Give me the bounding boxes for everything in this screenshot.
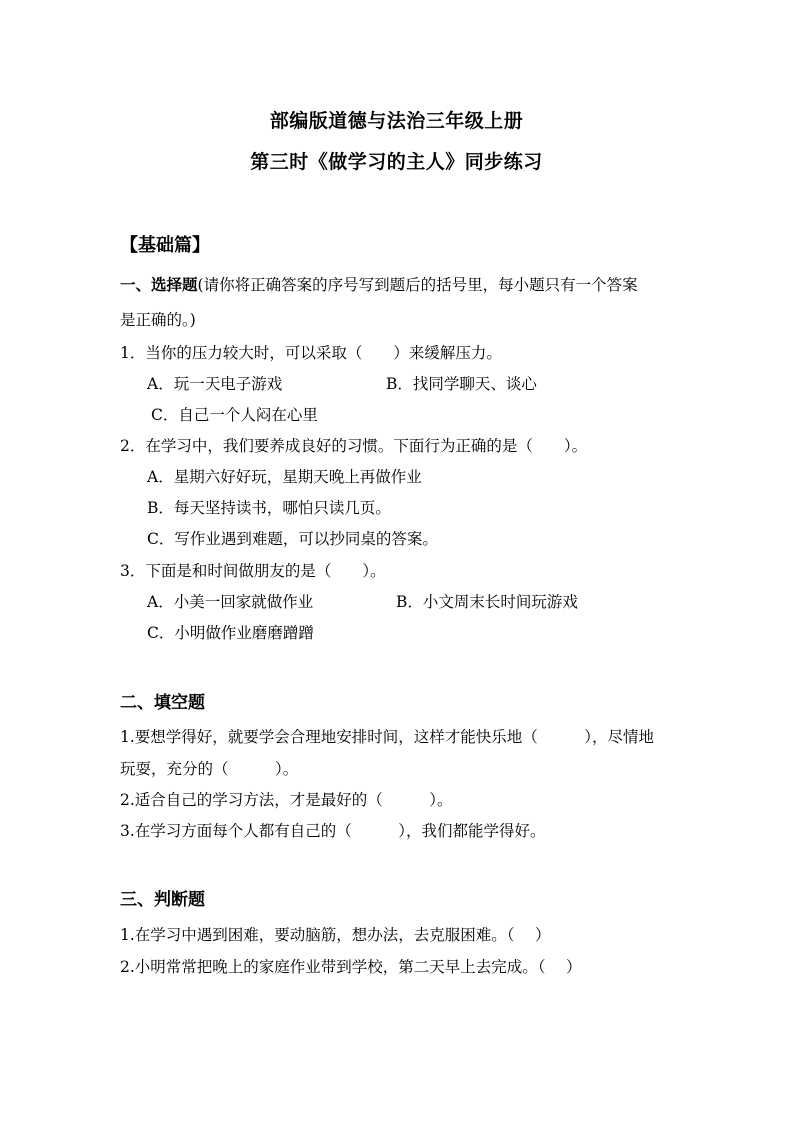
question-2-option-a: A．星期六好好玩，星期天晚上再做作业	[147, 468, 422, 486]
lesson-subtitle: 第三时《做学习的主人》同步练习	[250, 151, 543, 173]
question-1-option-a: A．玩一天电子游戏	[147, 375, 283, 393]
fill-blank-3: 3.在学习方面每个人都有自己的（ ），我们都能学得好。	[120, 822, 546, 840]
question-1-option-c: C．自己一个人闷在心里	[151, 406, 318, 424]
question-2-stem: 2．在学习中，我们要养成良好的习惯。下面行为正确的是（ ）。	[120, 437, 588, 455]
basic-section-heading: 【基础篇】	[120, 235, 210, 256]
fill-blank-1-line2: 玩耍，充分的（ ）。	[120, 760, 299, 778]
question-2-option-b: B．每天坚持读书，哪怕只读几页。	[147, 499, 391, 517]
choice-instruction: (请你将正确答案的序号写到题后的括号里，每小题只有一个答案	[197, 276, 638, 294]
true-false-section-heading: 三、判断题	[120, 890, 205, 910]
choice-instruction-line2: 是正确的。)	[120, 311, 196, 329]
worksheet-title: 部编版道德与法治三年级上册	[269, 110, 524, 132]
choice-instruction-line1	[120, 273, 638, 295]
question-3-option-c: C．小明做作业磨磨蹭蹭	[147, 624, 314, 642]
question-1-stem: 1．当你的压力较大时，可以采取（ ）来缓解压力。	[120, 344, 502, 362]
fill-blank-1-line1: 1.要想学得好，就要学会合理地安排时间，这样才能快乐地（ ），尽情地	[120, 728, 655, 746]
question-2-option-c: C．写作业遇到难题，可以抄同桌的答案。	[147, 530, 438, 548]
fill-blank-2: 2.适合自己的学习方法，才是最好的（ ）。	[120, 791, 453, 809]
question-1-option-b: B．找同学聊天、谈心	[386, 375, 537, 393]
fill-blank-section-heading: 二、填空题	[120, 693, 205, 713]
true-false-2: 2.小明常常把晚上的家庭作业带到学校，第二天早上去完成。（ ）	[120, 958, 582, 976]
true-false-1: 1.在学习中遇到困难，要动脑筋，想办法，去克服困难。（ ）	[120, 926, 551, 944]
choice-section-heading: 一、选择题	[120, 275, 198, 294]
question-3-stem: 3．下面是和时间做朋友的是（ ）。	[120, 562, 386, 580]
question-3-option-b: B．小文周末长时间玩游戏	[396, 593, 578, 611]
question-3-option-a: A．小美一回家就做作业	[147, 593, 314, 611]
